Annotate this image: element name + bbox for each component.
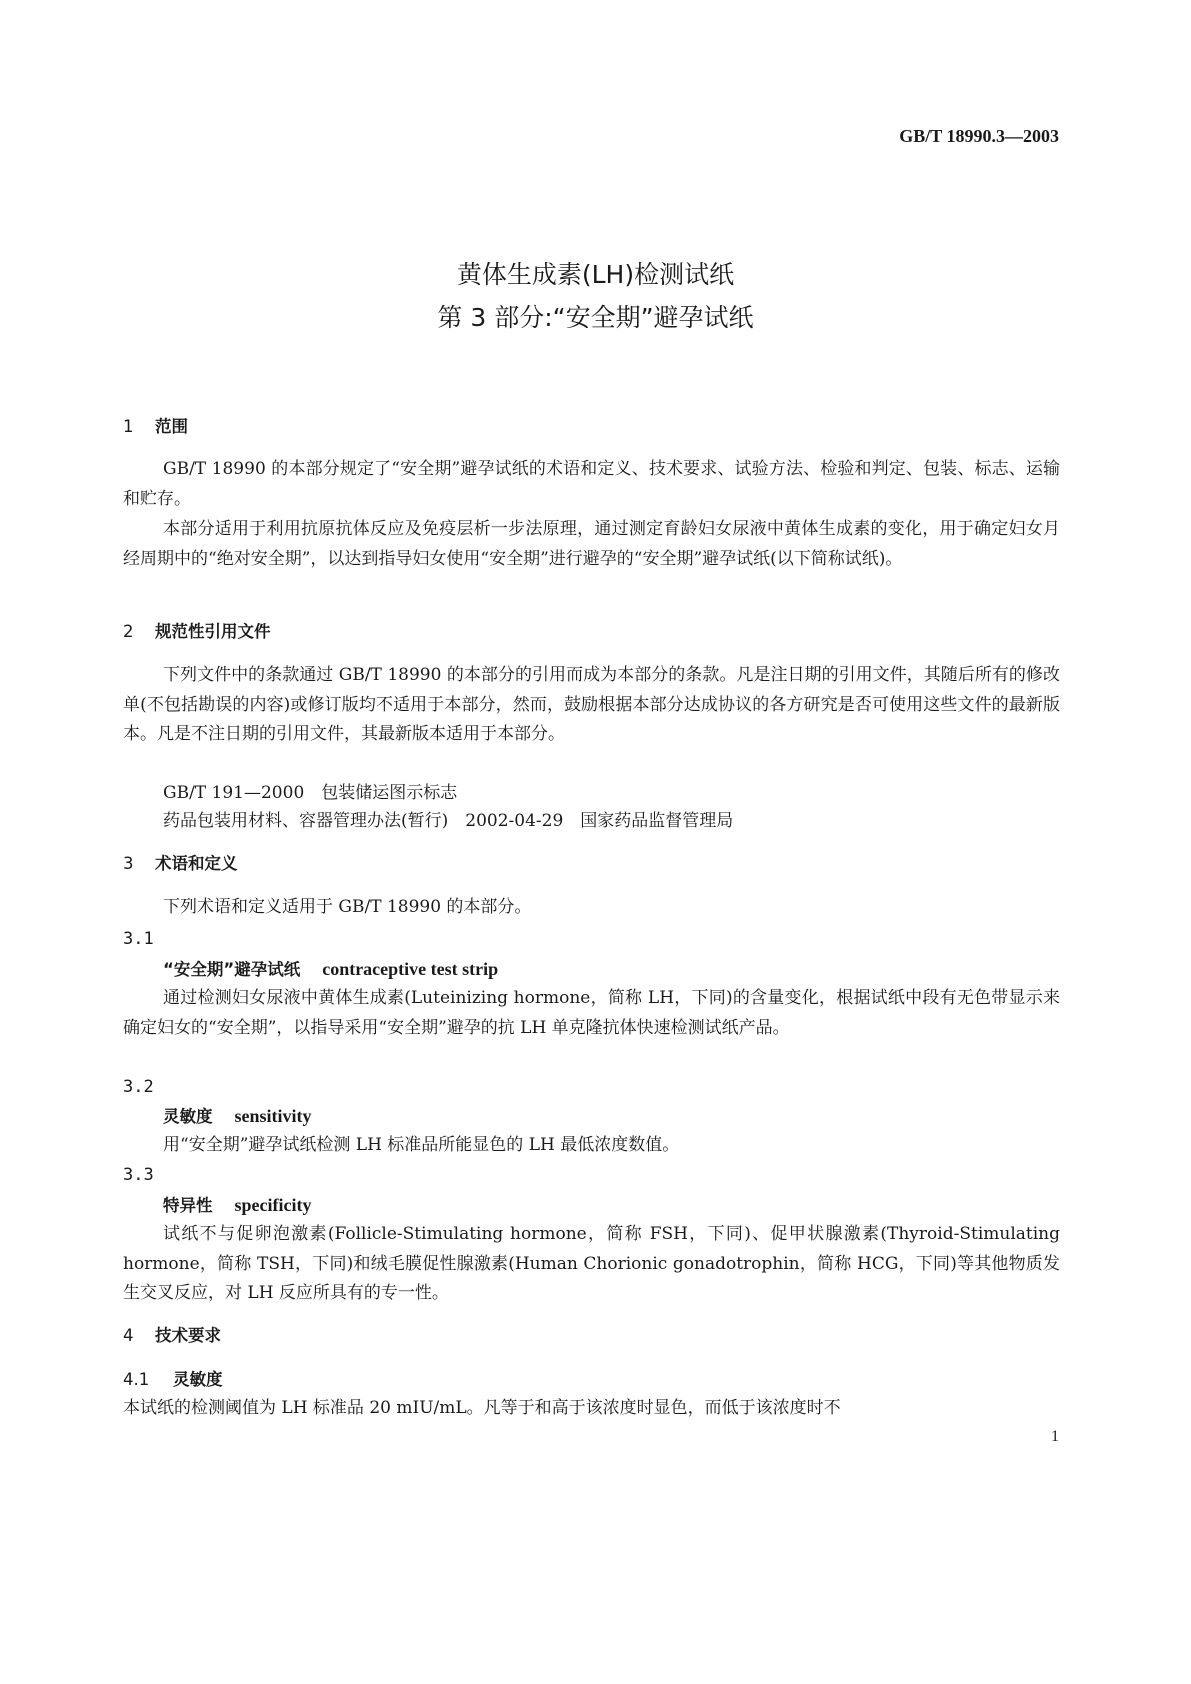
- subsection-heading-4-1: 4.1 灵敏度: [123, 1370, 223, 1389]
- term-heading: 灵敏度 sensitivity: [163, 1106, 312, 1126]
- clause-number: 3.1: [123, 929, 154, 949]
- term-definition: 用“安全期”避孕试纸检测 LH 标准品所能显色的 LH 最低浓度数值。: [163, 1135, 680, 1155]
- paragraph: 下列术语和定义适用于 GB/T 18990 的本部分。: [163, 897, 532, 917]
- clause-number: 3.3: [123, 1165, 154, 1185]
- paragraph: 本试纸的检测阈值为 LH 标准品 20 mIU/mL。凡等于和高于该浓度时显色，而低于该浓度时不: [123, 1398, 841, 1418]
- paragraph: GB/T 18990 的本部分规定了“安全期”避孕试纸的术语和定义、技术要求、试验方法、检验和判定、包装、标志、运输和贮存。: [123, 459, 1060, 509]
- page-number: 1: [1051, 1428, 1059, 1445]
- reference-item: 药品包装用材料、容器管理办法(暂行) 2002-04-29 国家药品监督管理局: [163, 811, 734, 831]
- paragraph: 下列文件中的条款通过 GB/T 18990 的本部分的引用而成为本部分的条款。凡是注日期的引用文件，其随后所有的修改单(不包括勘误的内容)或修订版均不适用于本部分，然而，鼓励根据本部分达成协议的各方研究是否可使用这些文件的最新版本。凡是不注日期的引用文件，其最新版本适用于本部分。: [123, 665, 1060, 745]
- reference-item: GB/T 191—2000 包装储运图示标志: [163, 783, 458, 803]
- document-title: 黄体生成素(LH)检测试纸: [456, 260, 735, 289]
- section-heading-2: 2 规范性引用文件: [123, 622, 271, 641]
- paragraph: 本部分适用于利用抗原抗体反应及免疫层析一步法原理，通过测定育龄妇女尿液中黄体生成素的变化，用于确定妇女月经周期中的“绝对安全期”，以达到指导妇女使用“安全期”进行避孕的“安全期”避孕试纸(以下简称试纸)。: [123, 519, 1060, 569]
- term-definition: 试纸不与促卵泡激素(Follicle-Stimulating hormone，简称 FSH，下同)、促甲状腺激素(Thyroid-Stimulating hormone，简称 TSH，下同)和绒毛膜促性腺激素(Human Chorionic gonadotrophin，简称 HCG，下同)等其他物质发生交叉反应，对 LH 反应所具有的专一性。: [123, 1224, 1060, 1304]
- section-heading-4: 4 技术要求: [123, 1326, 221, 1345]
- clause-number: 3.2: [123, 1077, 154, 1097]
- document-subtitle: 第 3 部分:“安全期”避孕试纸: [437, 303, 754, 332]
- document-number: GB/T 18990.3—2003: [899, 126, 1059, 146]
- term-heading: 特异性 specificity: [163, 1195, 312, 1215]
- section-heading-1: 1 范围: [123, 417, 188, 436]
- term-heading: “安全期”避孕试纸 contraceptive test strip: [163, 959, 499, 979]
- section-heading-3: 3 术语和定义: [123, 854, 238, 873]
- term-definition: 通过检测妇女尿液中黄体生成素(Luteinizing hormone，简称 LH，下同)的含量变化，根据试纸中段有无色带显示来确定妇女的“安全期”，以指导采用“安全期”避孕的抗 LH 单克隆抗体快速检测试纸产品。: [123, 988, 1060, 1038]
